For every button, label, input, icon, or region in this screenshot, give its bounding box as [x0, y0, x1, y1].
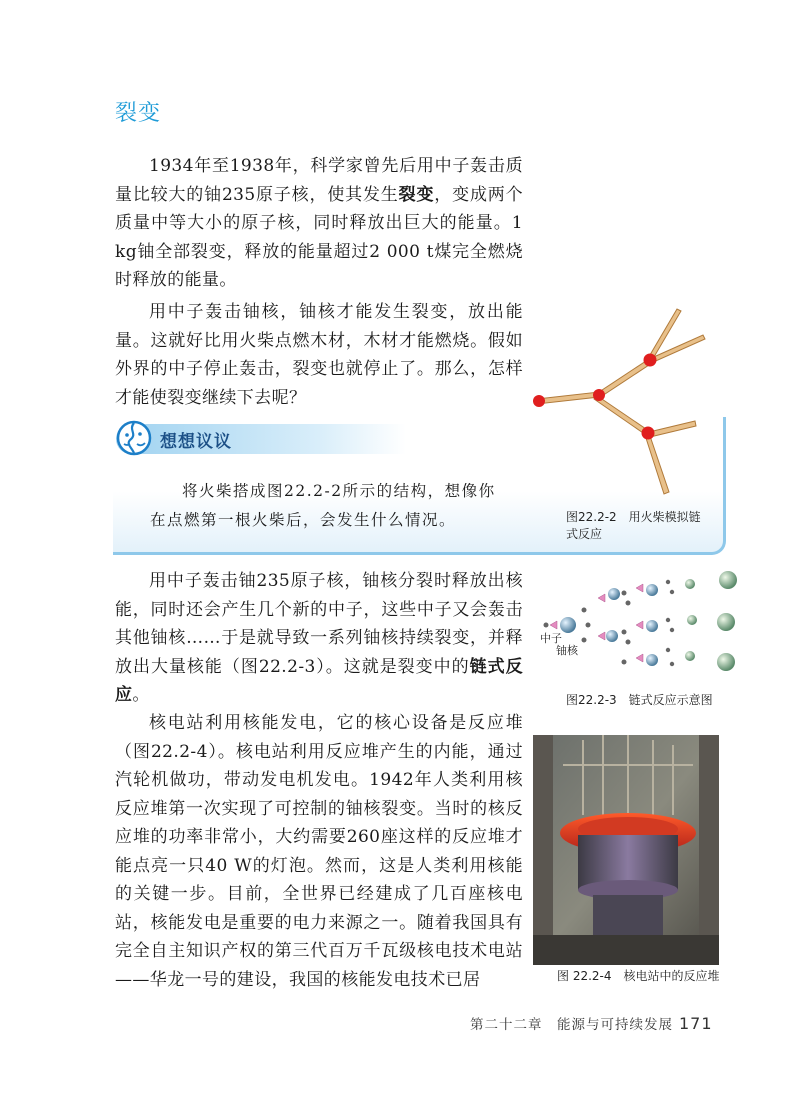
discussion-title: 想想议议 [160, 432, 232, 452]
figure-22-2-4-caption: 图 22.2-4 核电站中的反应堆 [557, 969, 720, 983]
section-title: 裂变 [115, 101, 162, 126]
p3-text-c: 。 [132, 685, 150, 705]
term-fission: 裂变 [398, 184, 435, 205]
chain-reaction-diagram [540, 570, 740, 680]
reactor-photo [533, 735, 719, 965]
discussion-faces-icon [116, 420, 152, 456]
paragraph-fission-intro [115, 152, 523, 295]
label-uranium: 铀核 [556, 644, 578, 657]
footer-chapter: 第二十二章 能源与可持续发展 [470, 1017, 673, 1033]
discussion-text: 将火柴搭成图22.2-2所示的结构，想像你在点燃第一根火柴后，会发生什么情况。 [150, 482, 496, 529]
p3-text-a: 用中子轰击铀235原子核，铀核分裂时释放出核能，同时还会产生几个新的中子，这些中子又会轰击其他铀核……于是就导致一系列铀核持续裂变，并释放出大量核能（图22.2-3）。这就是裂变中的 [115, 571, 523, 677]
paragraph-nuclear-power: 核电站利用核能发电，它的核心设备是反应堆（图22.2-4）。核电站利用反应堆产生的内能，通过汽轮机做功，带动发电机发电。1942年人类利用核反应堆第一次实现了可控制的铀核裂变。当时的核反应堆的功率非常小，大约需要260座这样的反应堆才能点亮一只40 W的灯泡。然而，这是人类利用核能的关键一步。目前，全世界已经建成了几百座核电站，核能发电是重要的电力来源之一。随着我国具有完全自主知识产权的第三代百万千瓦级核电技术电站——华龙一号的建设，我国的核能发电技术已居 [115, 713, 523, 990]
paragraph-chain-reaction [115, 567, 523, 710]
paragraph-fission-question: 用中子轰击铀核，铀核才能发生裂变，放出能量。这就好比用火柴点燃木材，木材才能燃烧。假如外界的中子停止轰击，裂变也就停止了。那么，怎样才能使裂变继续下去呢？ [115, 302, 523, 408]
term-chain-reaction: 链式反应 [115, 656, 523, 705]
label-neutron: 中子 [540, 632, 562, 645]
page-footer [470, 1013, 713, 1033]
figure-22-2-3-caption: 图22.2-3 链式反应示意图 [566, 693, 713, 707]
figure-22-2-2-caption: 图22.2-2 用火柴模拟链式反应 [566, 510, 701, 541]
page-number: 171 [679, 1014, 713, 1033]
p1-text-c: ，变成两个质量中等大小的原子核，同时释放出巨大的能量。1 kg铀全部裂变，释放的能量超过2 000 t煤完全燃烧时释放的能量。 [115, 184, 523, 290]
matchstick-chain-figure [527, 302, 717, 502]
p1-text-a: 1934年至1938年，科学家曾先后用中子轰击质量比较大的铀235原子核，使其发生 [115, 156, 523, 205]
